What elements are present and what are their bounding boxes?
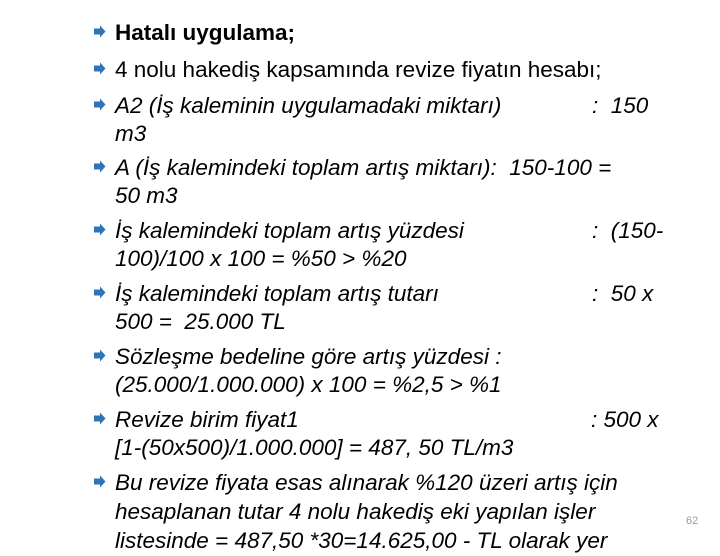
bullet-text: 4 nolu hakediş kapsamında revize fiyatın hesabı; — [115, 57, 602, 82]
bullet-arrow-icon — [92, 474, 107, 489]
bullet-text: A2 (İş kaleminin uygulamadaki miktarı) — [115, 93, 502, 118]
bullet-text: İş kalemindeki toplam artış tutarı — [115, 281, 439, 306]
bullet-continuation: [1-(50x500)/1.000.000] = 487, 50 TL/m3 — [115, 435, 514, 460]
bullet-value: : 50 x — [592, 281, 654, 306]
bullet-text: İş kalemindeki toplam artış yüzdesi — [115, 218, 464, 243]
bullet-continuation: 100)/100 x 100 = %50 > %20 — [115, 246, 407, 271]
bullet-value: : 150 — [592, 93, 649, 118]
bullet-value: : (150- — [592, 218, 664, 243]
bullet-arrow-icon — [92, 411, 107, 426]
bullet-arrow-icon — [92, 222, 107, 237]
bullet-arrow-icon — [92, 24, 107, 39]
bullet-text: Revize birim fiyat1 — [115, 407, 299, 432]
bullet-continuation: 50 m3 — [115, 183, 178, 208]
bullet-continuation: (25.000/1.000.000) x 100 = %2,5 > %1 — [115, 372, 502, 397]
bullet-arrow-icon — [92, 61, 107, 76]
bullet-continuation: m3 — [115, 121, 147, 146]
bullet-arrow-icon — [92, 348, 107, 363]
bullet-continuation: hesaplanan tutar 4 nolu hakediş eki yapılan işler — [115, 499, 596, 524]
bullet-text: A (İş kalemindeki toplam artış miktarı): 150-100 = — [115, 155, 612, 180]
bullet-text: Sözleşme bedeline göre artış yüzdesi : — [115, 344, 502, 369]
bullet-arrow-icon — [92, 159, 107, 174]
heading-line: Hatalı uygulama; — [115, 20, 296, 45]
bullet-arrow-icon — [92, 97, 107, 112]
bullet-arrow-icon — [92, 285, 107, 300]
bullet-text: Bu revize fiyata esas alınarak %120 üzeri artış için — [115, 470, 618, 495]
bullet-continuation: listesinde = 487,50 *30=14.625,00 - TL olarak yer — [115, 528, 608, 553]
bullet-value: : 500 x — [591, 407, 659, 432]
page-number: 62 — [686, 515, 699, 527]
bullet-continuation: 500 = 25.000 TL — [115, 309, 286, 334]
